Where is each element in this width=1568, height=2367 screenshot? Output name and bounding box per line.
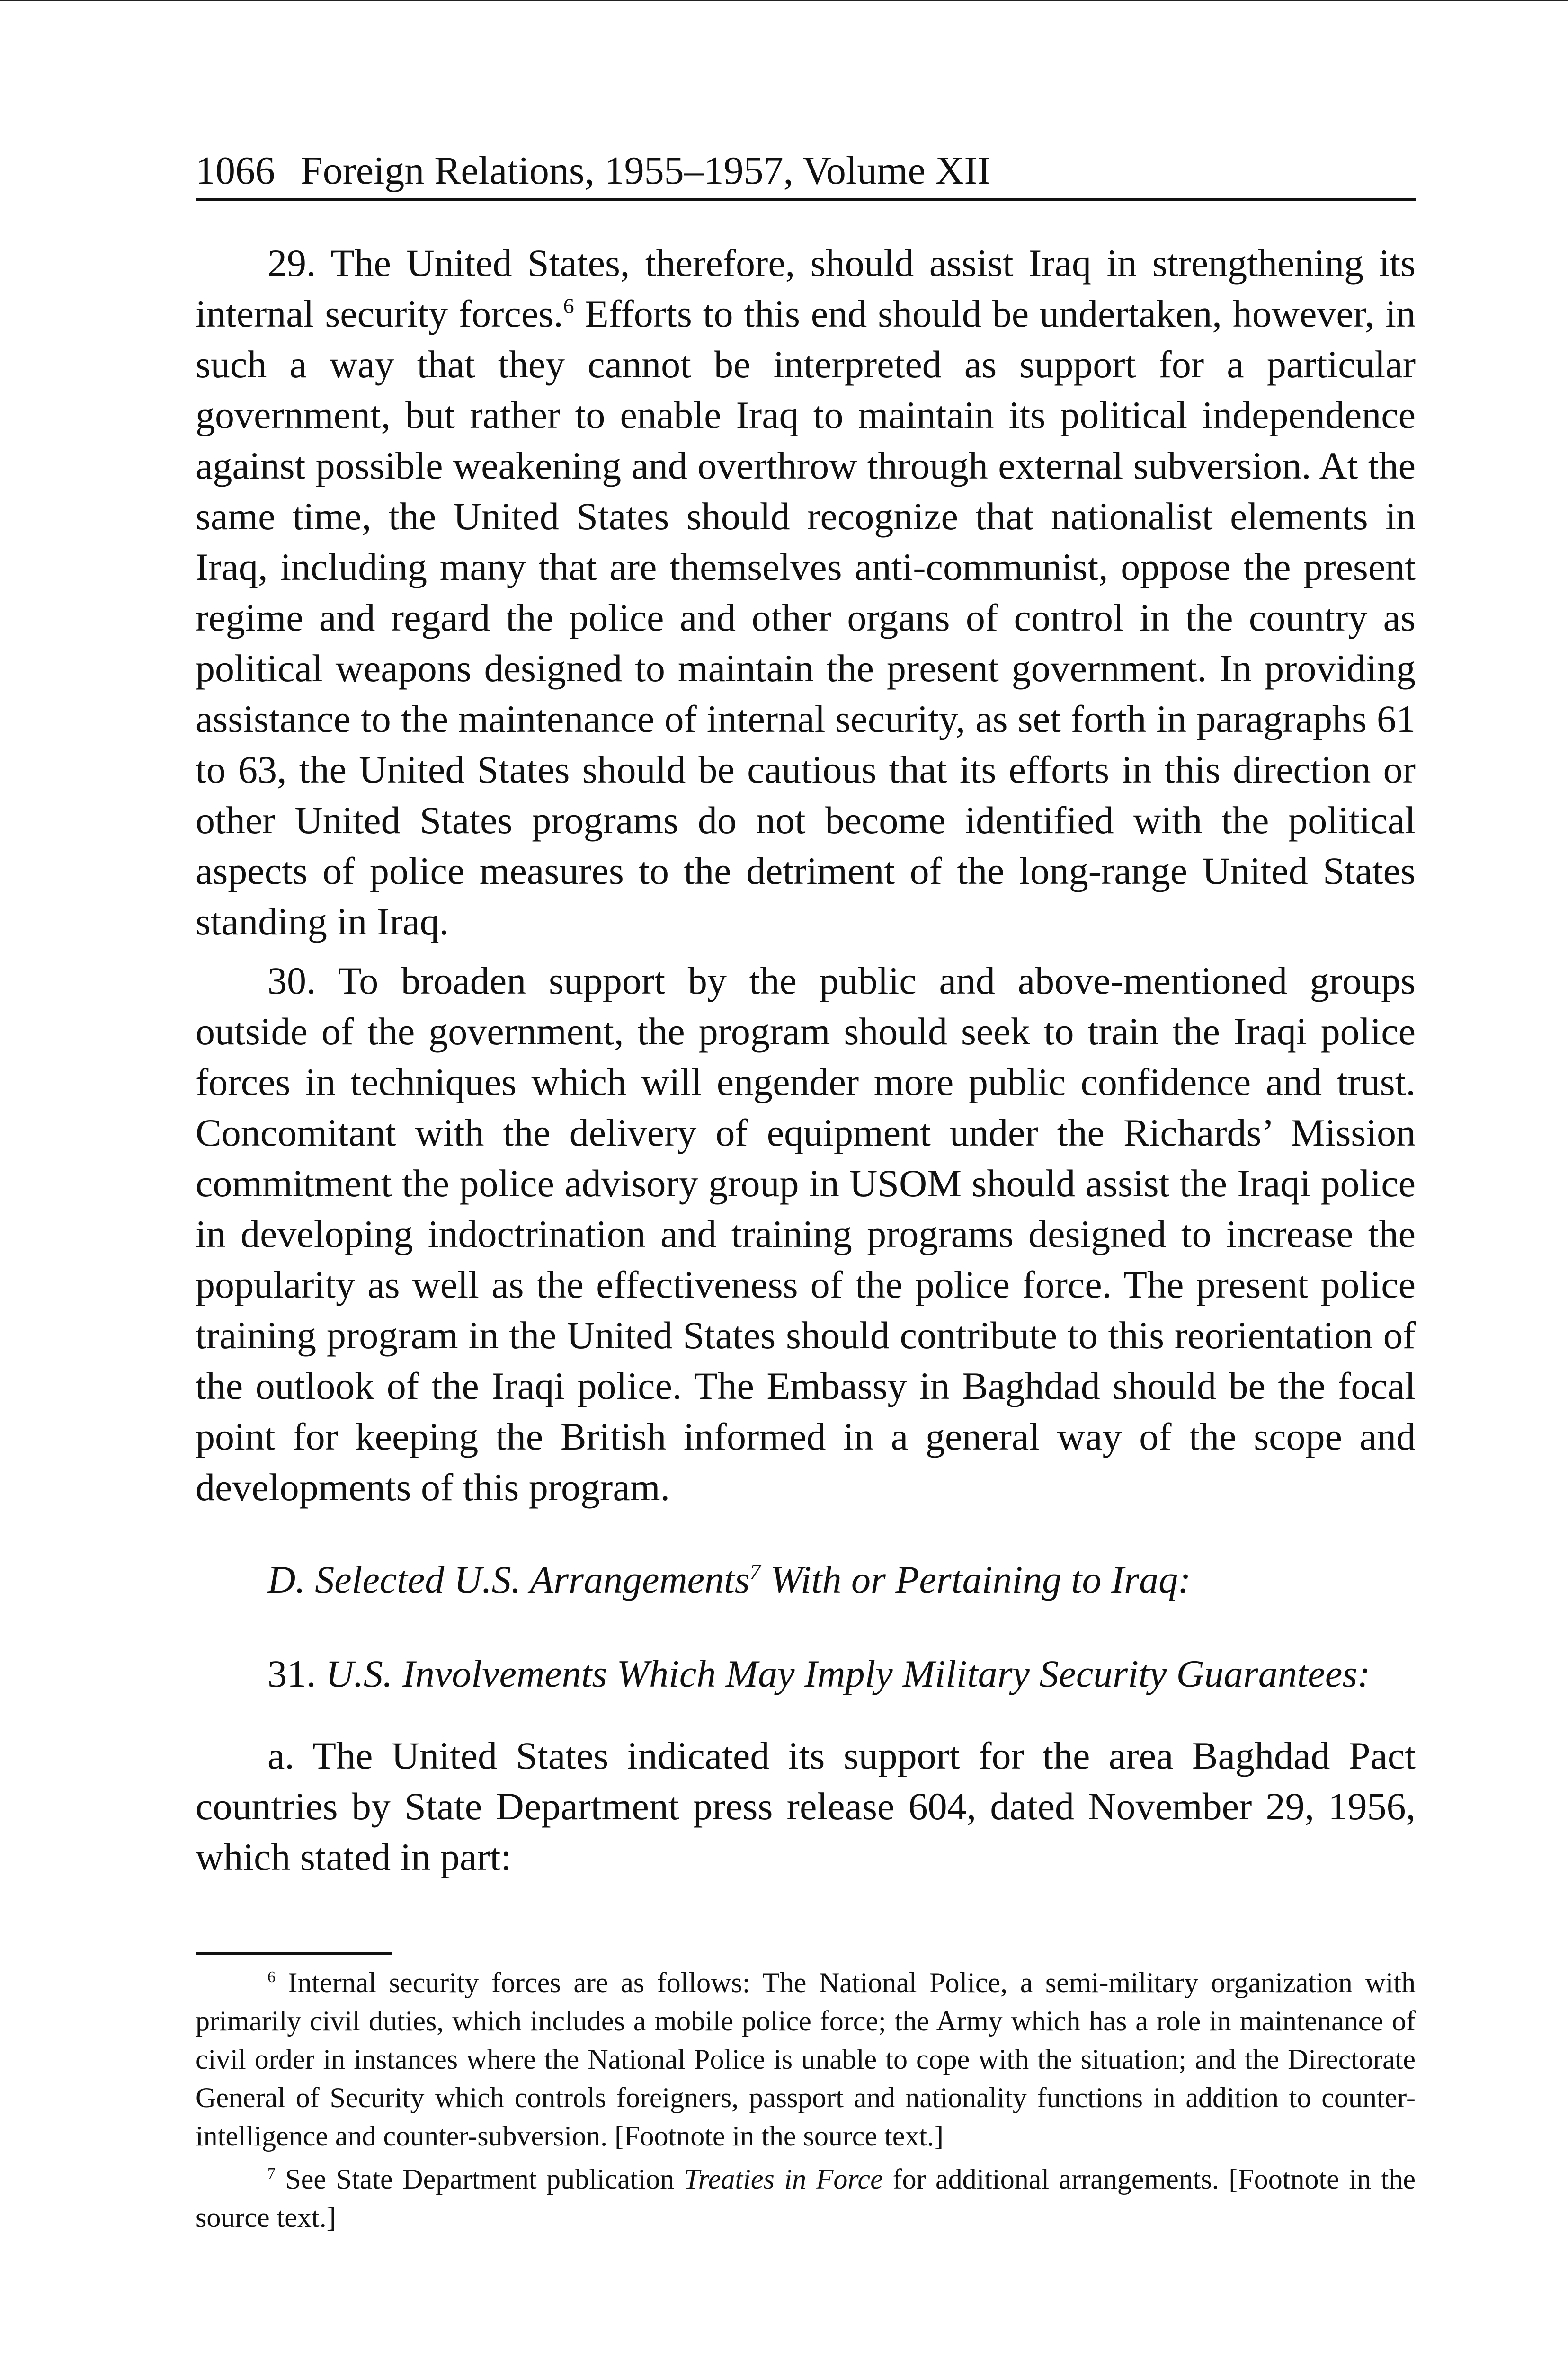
section-31-number: 31. <box>267 1652 326 1695</box>
section-d-lead: D. Selected U.S. Arrangements <box>267 1558 750 1601</box>
footnote-7-lead: See State Department publication <box>275 2163 684 2195</box>
footnote-ref-6: 6 <box>563 294 574 318</box>
section-31-heading <box>196 1648 1416 1699</box>
paragraph-30: 30. To broaden support by the public and above-mentioned groups outside of the government, the program should seek to train the Iraqi police forces in techniques which will engender more public confidence and trust. Concomitant with the delivery of equipment under the Richards’ Mission commitment the police advisory group in USOM should assist the Iraqi police in developing indoctrination and training programs designed to increase the popularity as well as the effectiveness of the police force. The present police training program in the United States should contribute to this reorientation of the outlook of the Iraqi police. The Embassy in Baghdad should be the focal point for keeping the British informed in a general way of the scope and developments of this program. <box>196 959 1416 1509</box>
footnote-7-rest: for additional arrangements. [Footnote in the source text.] <box>196 2163 1416 2233</box>
footnote-ref-7: 7 <box>749 1559 761 1584</box>
footnote-6-text: Internal security forces are as follows: The National Police, a semi-military organization with primarily civil duties, which includes a mobile police force; the Army which has a role in maintenance of civil order in instances where the National Police is unable to cope with the situation; and the Directorate General of Security which controls foreigners, passport and nationality functions in addition to counter-intelligence and counter-subversion. [Footnote in the source text.] <box>196 1967 1416 2152</box>
header-rule <box>196 198 1416 201</box>
footnote-7-publication: Treaties in Force <box>684 2163 883 2195</box>
section-31-title: U.S. Involvements Which May Imply Military Security Guarantees: <box>326 1652 1371 1695</box>
footnote-7-mark: 7 <box>267 2165 276 2182</box>
footnotes <box>196 1964 1416 2237</box>
running-title: Foreign Relations, 1955–1957, Volume XII <box>301 149 991 193</box>
section-d-rest: With or Pertaining to Iraq: <box>760 1558 1191 1601</box>
paragraph-29 <box>196 238 1416 947</box>
footnote-6 <box>196 1964 1416 2155</box>
footnote-6-mark: 6 <box>267 1968 276 1986</box>
paragraph-29-lead: 29. The United States, therefore, should assist Iraq in strengthening its internal security forces. <box>196 241 1416 335</box>
running-head <box>196 144 1416 197</box>
section-d-heading <box>196 1554 1416 1605</box>
paragraph-a: a. The United States indicated its support for the area Baghdad Pact countries by State Department press release 604, dated November 29, 1956, which stated in part: <box>196 1734 1416 1878</box>
document-page <box>196 144 1416 2237</box>
footnote-rule <box>196 1952 392 1955</box>
page-number: 1066 <box>196 149 275 193</box>
scan-top-edge <box>0 0 1568 1</box>
body-text <box>196 238 1416 1882</box>
paragraph-29-rest: Efforts to this end should be undertaken, however, in such a way that they cannot be interpreted as support for a particular government, but rather to enable Iraq to maintain its political independence against possible weakening and overthrow through external subversion. At the same time, the United States should recognize that nationalist elements in Iraq, including many that are themselves anti-communist, oppose the present regime and regard the police and other organs of control in the country as political weapons designed to maintain the present government. In providing assistance to the maintenance of internal security, as set forth in paragraphs 61 to 63, the United States should be cautious that its efforts in this direction or other United States programs do not become identified with the political aspects of police measures to the detriment of the long-range United States standing in Iraq. <box>196 292 1416 943</box>
footnote-7 <box>196 2160 1416 2237</box>
